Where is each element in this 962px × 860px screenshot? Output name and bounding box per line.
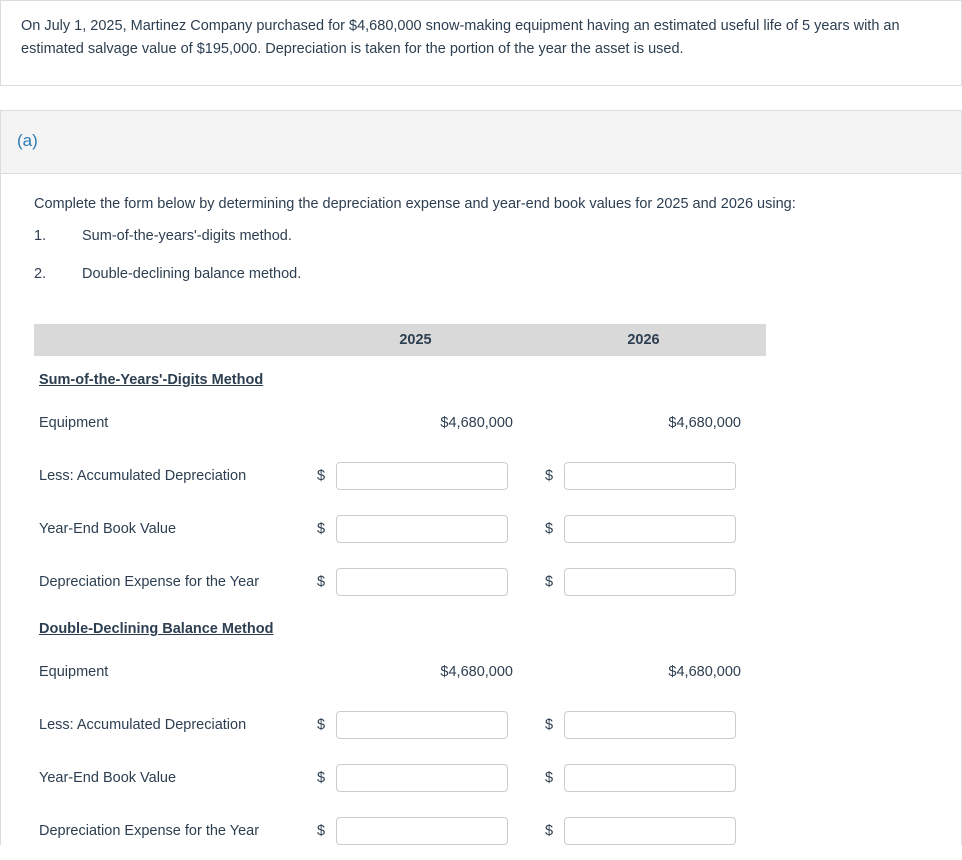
currency-symbol: $ bbox=[545, 521, 554, 538]
list-item bbox=[34, 266, 961, 282]
cell-2026 bbox=[545, 711, 742, 739]
ddb-accum-dep-2026-input[interactable] bbox=[564, 711, 736, 739]
currency-symbol: $ bbox=[545, 823, 554, 840]
currency-symbol: $ bbox=[545, 770, 554, 787]
table-row-book-value bbox=[34, 515, 766, 543]
row-label: Year-End Book Value bbox=[39, 770, 177, 787]
currency-symbol: $ bbox=[545, 468, 554, 485]
syd-dep-expense-2026-input[interactable] bbox=[564, 568, 736, 596]
section-title-ddb: Double-Declining Balance Method bbox=[39, 621, 274, 638]
row-label: Equipment bbox=[39, 415, 109, 432]
table-row-book-value bbox=[34, 764, 766, 792]
table-header-row bbox=[34, 324, 766, 356]
cell-2025 bbox=[317, 711, 514, 739]
ddb-book-value-2026-input[interactable] bbox=[564, 764, 736, 792]
instructions-intro: Complete the form below by determining the depreciation expense and year-end book values for 2025 and 2026 using: bbox=[34, 196, 796, 213]
part-a-label: (a) bbox=[17, 131, 38, 151]
part-a-header bbox=[1, 111, 961, 174]
cell-2026 bbox=[545, 568, 742, 596]
syd-dep-expense-2025-input[interactable] bbox=[336, 568, 508, 596]
problem-statement bbox=[0, 0, 962, 86]
table-row-dep-expense bbox=[34, 817, 766, 845]
table-row-equipment bbox=[34, 658, 766, 686]
column-header-2025: 2025 bbox=[399, 332, 432, 349]
list-item-number: 2. bbox=[34, 266, 47, 283]
cell-2025 bbox=[317, 462, 514, 490]
currency-symbol: $ bbox=[317, 770, 326, 787]
syd-accum-dep-2026-input[interactable] bbox=[564, 462, 736, 490]
cell-2026 bbox=[545, 462, 742, 490]
table-row-equipment bbox=[34, 409, 766, 437]
row-label: Year-End Book Value bbox=[39, 521, 177, 538]
currency-symbol: $ bbox=[317, 574, 326, 591]
ddb-accum-dep-2025-input[interactable] bbox=[336, 711, 508, 739]
row-label: Less: Accumulated Depreciation bbox=[39, 468, 247, 485]
currency-symbol: $ bbox=[317, 823, 326, 840]
cell-2025 bbox=[317, 764, 514, 792]
table-row-dep-expense bbox=[34, 568, 766, 596]
part-a-panel bbox=[0, 110, 962, 845]
list-item-text: Double-declining balance method. bbox=[82, 266, 302, 283]
equipment-value-2026: $4,680,000 bbox=[668, 415, 741, 432]
problem-text: On July 1, 2025, Martinez Company purchased for $4,680,000 snow-making equipment having an estimated useful life of 5 years with an estimated salvage value of $195,000. Depreciation is taken for the portion of the year the asset is used. bbox=[21, 18, 900, 58]
list-item-number: 1. bbox=[34, 228, 47, 245]
ddb-dep-expense-2026-input[interactable] bbox=[564, 817, 736, 845]
row-label: Depreciation Expense for the Year bbox=[39, 823, 260, 840]
currency-symbol: $ bbox=[545, 574, 554, 591]
currency-symbol: $ bbox=[545, 717, 554, 734]
cell-2025 bbox=[317, 817, 514, 845]
table-row-accum-dep bbox=[34, 711, 766, 739]
list-item bbox=[34, 228, 961, 244]
equipment-value-2025: $4,680,000 bbox=[440, 664, 513, 681]
section-title-syd: Sum-of-the-Years'-Digits Method bbox=[39, 372, 264, 389]
currency-symbol: $ bbox=[317, 468, 326, 485]
part-a-body bbox=[1, 174, 961, 845]
row-label: Equipment bbox=[39, 664, 109, 681]
cell-2026 bbox=[545, 817, 742, 845]
ddb-dep-expense-2025-input[interactable] bbox=[336, 817, 508, 845]
equipment-value-2025: $4,680,000 bbox=[440, 415, 513, 432]
cell-2026 bbox=[545, 515, 742, 543]
syd-book-value-2026-input[interactable] bbox=[564, 515, 736, 543]
depreciation-table bbox=[34, 324, 766, 845]
syd-book-value-2025-input[interactable] bbox=[336, 515, 508, 543]
instructions-list bbox=[34, 228, 961, 282]
list-item-text: Sum-of-the-years'-digits method. bbox=[82, 228, 292, 245]
cell-2025 bbox=[317, 515, 514, 543]
cell-2025 bbox=[317, 568, 514, 596]
cell-2026 bbox=[545, 764, 742, 792]
currency-symbol: $ bbox=[317, 521, 326, 538]
syd-accum-dep-2025-input[interactable] bbox=[336, 462, 508, 490]
column-header-2026: 2026 bbox=[627, 332, 660, 349]
currency-symbol: $ bbox=[317, 717, 326, 734]
row-label: Depreciation Expense for the Year bbox=[39, 574, 260, 591]
row-label: Less: Accumulated Depreciation bbox=[39, 717, 247, 734]
ddb-book-value-2025-input[interactable] bbox=[336, 764, 508, 792]
equipment-value-2026: $4,680,000 bbox=[668, 664, 741, 681]
table-row-accum-dep bbox=[34, 462, 766, 490]
